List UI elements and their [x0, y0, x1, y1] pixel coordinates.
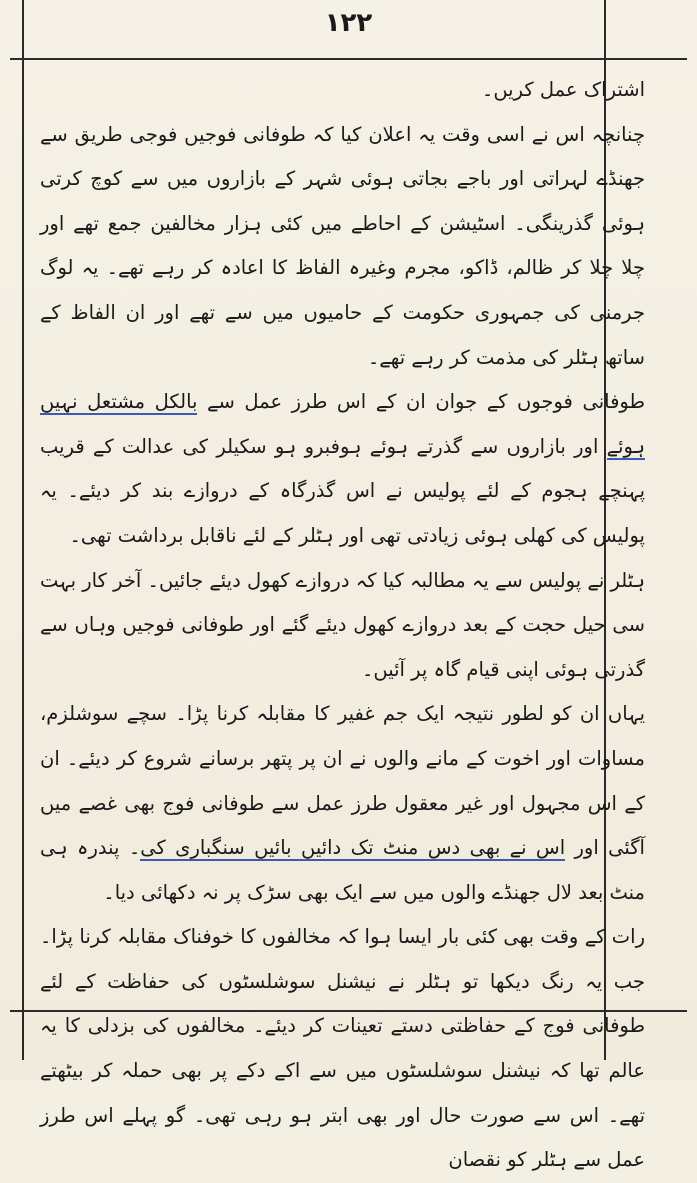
paragraph — [40, 692, 645, 915]
paragraph-text: اور بازاروں سے گذرتے ہوئے ہوفبرو ہو سکیلر کی عدالت کے قریب پہنچے ہجوم کے لئے پولیس نے اس گذرگاہ کے دروازے بند کر دیئے۔ یہ پولیس کی کھلی ہوئی زیادتی تھی اور ہٹلر کے لئے ناقابل برداشت تھی۔ — [40, 434, 645, 547]
body-text — [40, 68, 645, 1172]
highlighted-text: بالکل مشتعل نہیں ہوئے — [40, 390, 645, 458]
paragraph-text: چنانچہ اس نے اسی وقت یہ اعلان کیا کہ طوفانی فوجیں فوجی طریق سے جھنڈے لہراتی اور باجے بجاتی ہوئی شہر کے بازاروں میں سے کوچ کرتی ہوئی گذرینگی۔ اسٹیشن کے احاطے میں کئی ہزار مخالفین جمع تھے اور چلا چلا کر ظالم، ڈاکو، مجرم وغیرہ الفاظ کا اعادہ کر رہے تھے۔ یہ لوگ جرمنی کی جمہوری حکومت کے حامیوں میں سے تھے اور ان الفاظ کے ساتھ ہٹلر کی مذمت کر رہے تھے۔ — [40, 122, 645, 369]
paragraph-text: ہٹلر نے پولیس سے یہ مطالبہ کیا کہ دروازے کھول دیئے جائیں۔ آخر کار بہت سی حیل حجت کے بعد دروازے کھول دیئے گئے اور طوفانی فوجیں وہاں سے گذرتی ہوئی اپنی قیام گاہ پر آئیں۔ — [40, 568, 645, 681]
paragraph — [40, 559, 645, 693]
paragraph — [40, 113, 645, 381]
paragraph-text: یہاں ان کو لطور نتیجہ ایک جم غفیر کا مقابلہ کرنا پڑا۔ سچے سوشلزم، مساوات اور اخوت کے مانے والوں نے ان پر پتھر برسانے شروع کر دیئے۔ ان کے اس مجہول اور غیر معقول طرز عمل سے طوفانی فوج بھی غصے میں آگئی اور — [40, 702, 645, 860]
paragraph — [40, 380, 645, 558]
highlighted-text: اس نے بھی دس منٹ تک دائیں بائیں سنگباری کی — [140, 836, 566, 860]
paragraph-text: رات کے وقت بھی کئی بار ایسا ہوا کہ مخالفوں کا خوفناک مقابلہ کرنا پڑا۔ جب یہ رنگ دیکھا تو ہٹلر نے نیشنل سوشلسٹوں کی حفاظت کے لئے طوفانی فوج کے حفاظتی دستے تعینات کر دیئے۔ مخالفوں کی بزدلی کا یہ عالم تھا کہ نیشنل سوشلسٹوں میں سے اکے دکے پر بھی حملہ کر بیٹھتے تھے۔ اس سے صورت حال اور بھی ابتر ہو رہی تھی۔ گو پہلے اس طرز عمل سے ہٹلر کو نقصان — [40, 925, 645, 1172]
left-rule — [22, 0, 24, 1060]
top-rule — [10, 58, 687, 60]
paragraph-text: ۔ پندرہ ہی منٹ بعد لال جھنڈے والوں میں سے ایک بھی سڑک پر نہ دکھائی دیا۔ — [40, 836, 645, 904]
paragraph — [40, 68, 645, 113]
paragraph-text: طوفانی فوجوں کے جوان ان کے اس طرز عمل سے — [197, 390, 645, 414]
page-number: ۱۲۲ — [324, 8, 373, 38]
paragraph — [40, 915, 645, 1183]
paragraph-text: اشتراک عمل کریں۔ — [481, 78, 645, 101]
